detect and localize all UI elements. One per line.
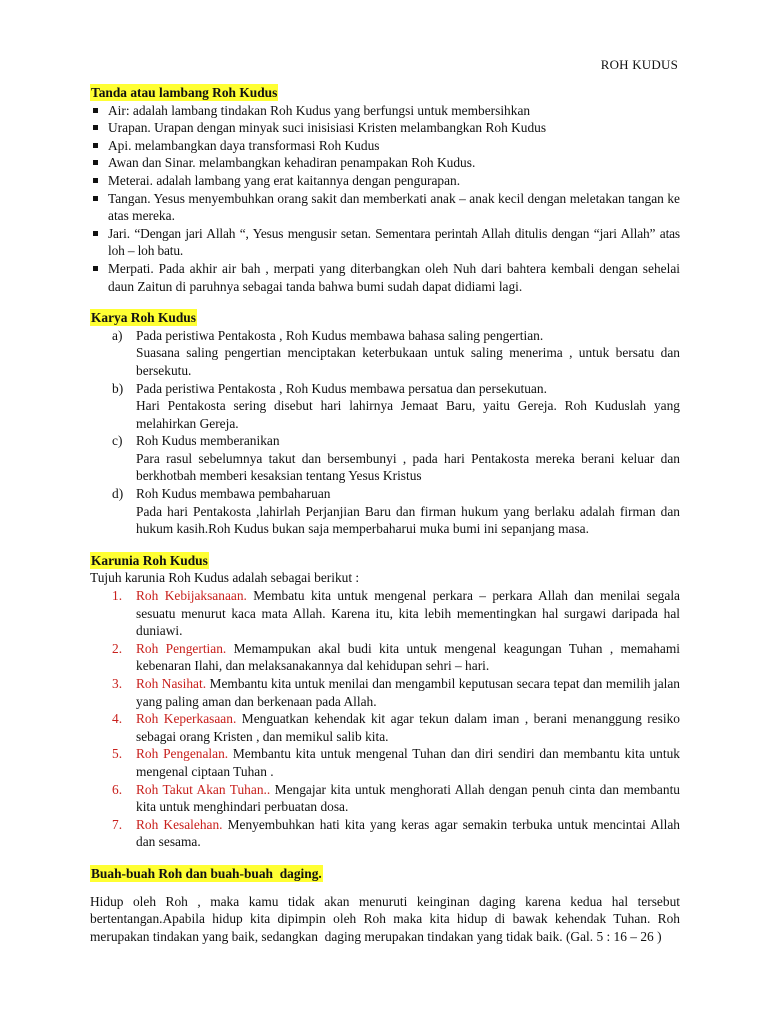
section-paragraph: Hidup oleh Roh , maka kamu tidak akan menuruti keinginan daging karena kedua hal tersebut bertentangan.Apabila hidup kita dipimpin oleh Roh maka kita hidup di bawak kehendak Tuhan. Roh merupakan tindakan yang baik, sedangkan daging merupakan tindakan yang tidak baik. (Gal. 5 : 16 – 26 ): [90, 893, 684, 944]
gift-description: Membatu kita untuk mengenal perkara – perkara Allah dan menilai segala sesuatu menurut kaca mata Allah. Karena itu, kita lebih mementingkan hal surgawi daripada hal duniawi.: [136, 588, 680, 639]
list-item: [90, 745, 680, 780]
list-marker: 5.: [112, 746, 123, 762]
list-item: [90, 781, 680, 816]
gift-description: Menyembuhkan hati kita yang keras agar semakin terbuka untuk mencintai Allah dan sesama.: [136, 816, 680, 850]
list-item: [90, 327, 680, 380]
highlighted-heading: Tanda atau lambang Roh Kudus: [91, 85, 278, 100]
document-body: [90, 84, 684, 945]
gift-name: Roh Takut Akan Tuhan..: [136, 781, 271, 797]
section-heading-karya: [90, 309, 680, 327]
list-item: Jari. “Dengan jari Allah “, Yesus mengusir setan. Sementara perintah Allah ditulis dengan “jari Allah” atas loh – loh batu.: [90, 225, 680, 260]
gift-description: Mengajar kita untuk menghorati Allah dengan penuh cinta dan membantu kita untuk menghindari perbuatan dosa.: [136, 781, 680, 815]
highlighted-heading: Karunia Roh Kudus: [91, 552, 208, 568]
gift-name: Roh Kesalehan.: [136, 816, 223, 832]
item-line: Pada peristiwa Pentakosta , Roh Kudus membawa persatua dan persekutuan.: [136, 380, 547, 396]
bullet-list-tanda: [90, 102, 680, 296]
list-item: Meterai. adalah lambang yang erat kaitannya dengan pengurapan.: [90, 172, 680, 190]
list-marker: 2.: [112, 640, 123, 656]
list-item: Merpati. Pada akhir air bah , merpati yang diterbangkan oleh Nuh dari bahtera kembali dengan sehelai daun Zaitun di paruhnya sebagai tanda bahwa bumi sudah dapat didiami lagi.: [90, 260, 680, 295]
gift-description: Menguatkan kehendak kit agar tekun dalam iman , berani menanggung resiko sebagai orang Kristen , dan memikul salib kita.: [136, 711, 680, 744]
highlighted-heading: Buah-buah Roh dan buah-buah daging.: [91, 865, 322, 881]
gift-description: Membantu kita untuk menilai dan mengambil keputusan secara tepat dan memilih jalan yang paling aman dan berkenaan pada Allah.: [136, 676, 680, 709]
list-marker: b): [112, 380, 124, 396]
list-item: Api. melambangkan daya transformasi Roh Kudus: [90, 137, 680, 155]
section-heading-karunia: [90, 552, 680, 570]
item-description: Hari Pentakosta sering disebut hari lahirnya Jemaat Baru, yaitu Gereja. Roh Kuduslah yang melahirkan Gereja.: [136, 398, 680, 431]
list-marker: 6.: [112, 781, 123, 797]
list-marker: c): [112, 433, 123, 449]
item-description: Suasana saling pengertian menciptakan keterbukaan untuk saling menerima , untuk bersatu dan bersekutu.: [136, 345, 680, 378]
item-line: Roh Kudus membawa pembaharuan: [136, 486, 331, 502]
list-item: Urapan. Urapan dengan minyak suci inisisiasi Kristen melambangkan Roh Kudus: [90, 119, 680, 137]
list-marker: 7.: [112, 816, 123, 832]
gift-name: Roh Kebijaksanaan.: [136, 588, 247, 604]
item-description: Para rasul sebelumnya takut dan bersembunyi , pada hari Pentakosta mereka berani keluar dan berkhotbah memberi kesaksian tentang Yesus Kristus: [136, 450, 680, 484]
list-item: [90, 485, 680, 538]
list-marker: 4.: [112, 711, 123, 727]
item-line: Pada peristiwa Pentakosta , Roh Kudus membawa bahasa saling pengertian.: [136, 327, 544, 343]
highlighted-heading: Karya Roh Kudus: [91, 310, 196, 326]
gift-name: Roh Pengenalan.: [136, 746, 229, 762]
list-marker: 1.: [112, 588, 123, 604]
item-description: Pada hari Pentakosta ,lahirlah Perjanjian Baru dan firman hukum yang berlaku adalah firman dan hukum kasih.Roh Kudus bukan saja memperbaharui muka bumi ini sepanjang masa.: [136, 503, 680, 537]
list-marker: a): [112, 327, 123, 343]
alpha-list-karya: [90, 327, 680, 538]
gift-name: Roh Pengertian.: [136, 640, 227, 656]
gift-name: Roh Keperkasaan.: [136, 711, 237, 727]
numbered-list-karunia: [90, 587, 680, 851]
gift-name: Roh Nasihat.: [136, 676, 207, 691]
list-item: Awan dan Sinar. melambangkan kehadiran penampakan Roh Kudus.: [90, 154, 680, 172]
section-heading-tanda: [90, 84, 680, 102]
list-item: Tangan. Yesus menyembuhkan orang sakit dan memberkati anak – anak kecil dengan meletakan tangan ke atas mereka.: [90, 190, 680, 225]
list-item: [90, 710, 680, 745]
list-item: [90, 640, 680, 675]
list-item: [90, 432, 680, 485]
list-marker: 3.: [112, 676, 123, 691]
list-marker: d): [112, 486, 124, 502]
gift-description: Membantu kita untuk mengenal Tuhan dan diri sendiri dan membantu kita untuk mengenal ciptaan Tuhan .: [136, 746, 680, 779]
list-item: [90, 675, 680, 710]
list-item: [90, 587, 680, 640]
section-intro: Tujuh karunia Roh Kudus adalah sebagai berikut :: [90, 570, 360, 586]
section-heading-buah: [90, 865, 680, 883]
page-header-title: ROH KUDUS: [600, 57, 678, 72]
list-item: [90, 816, 680, 851]
gift-description: Memampukan akal budi kita untuk mengenal keagungan Tuhan , memahami kebenaran Ilahi, dan melaksanakannya dal kehidupan sehri – hari.: [136, 640, 681, 674]
item-line: Roh Kudus memberanikan: [136, 433, 280, 449]
list-item: [90, 380, 680, 433]
list-item: Air: adalah lambang tindakan Roh Kudus yang berfungsi untuk membersihkan: [90, 102, 680, 120]
